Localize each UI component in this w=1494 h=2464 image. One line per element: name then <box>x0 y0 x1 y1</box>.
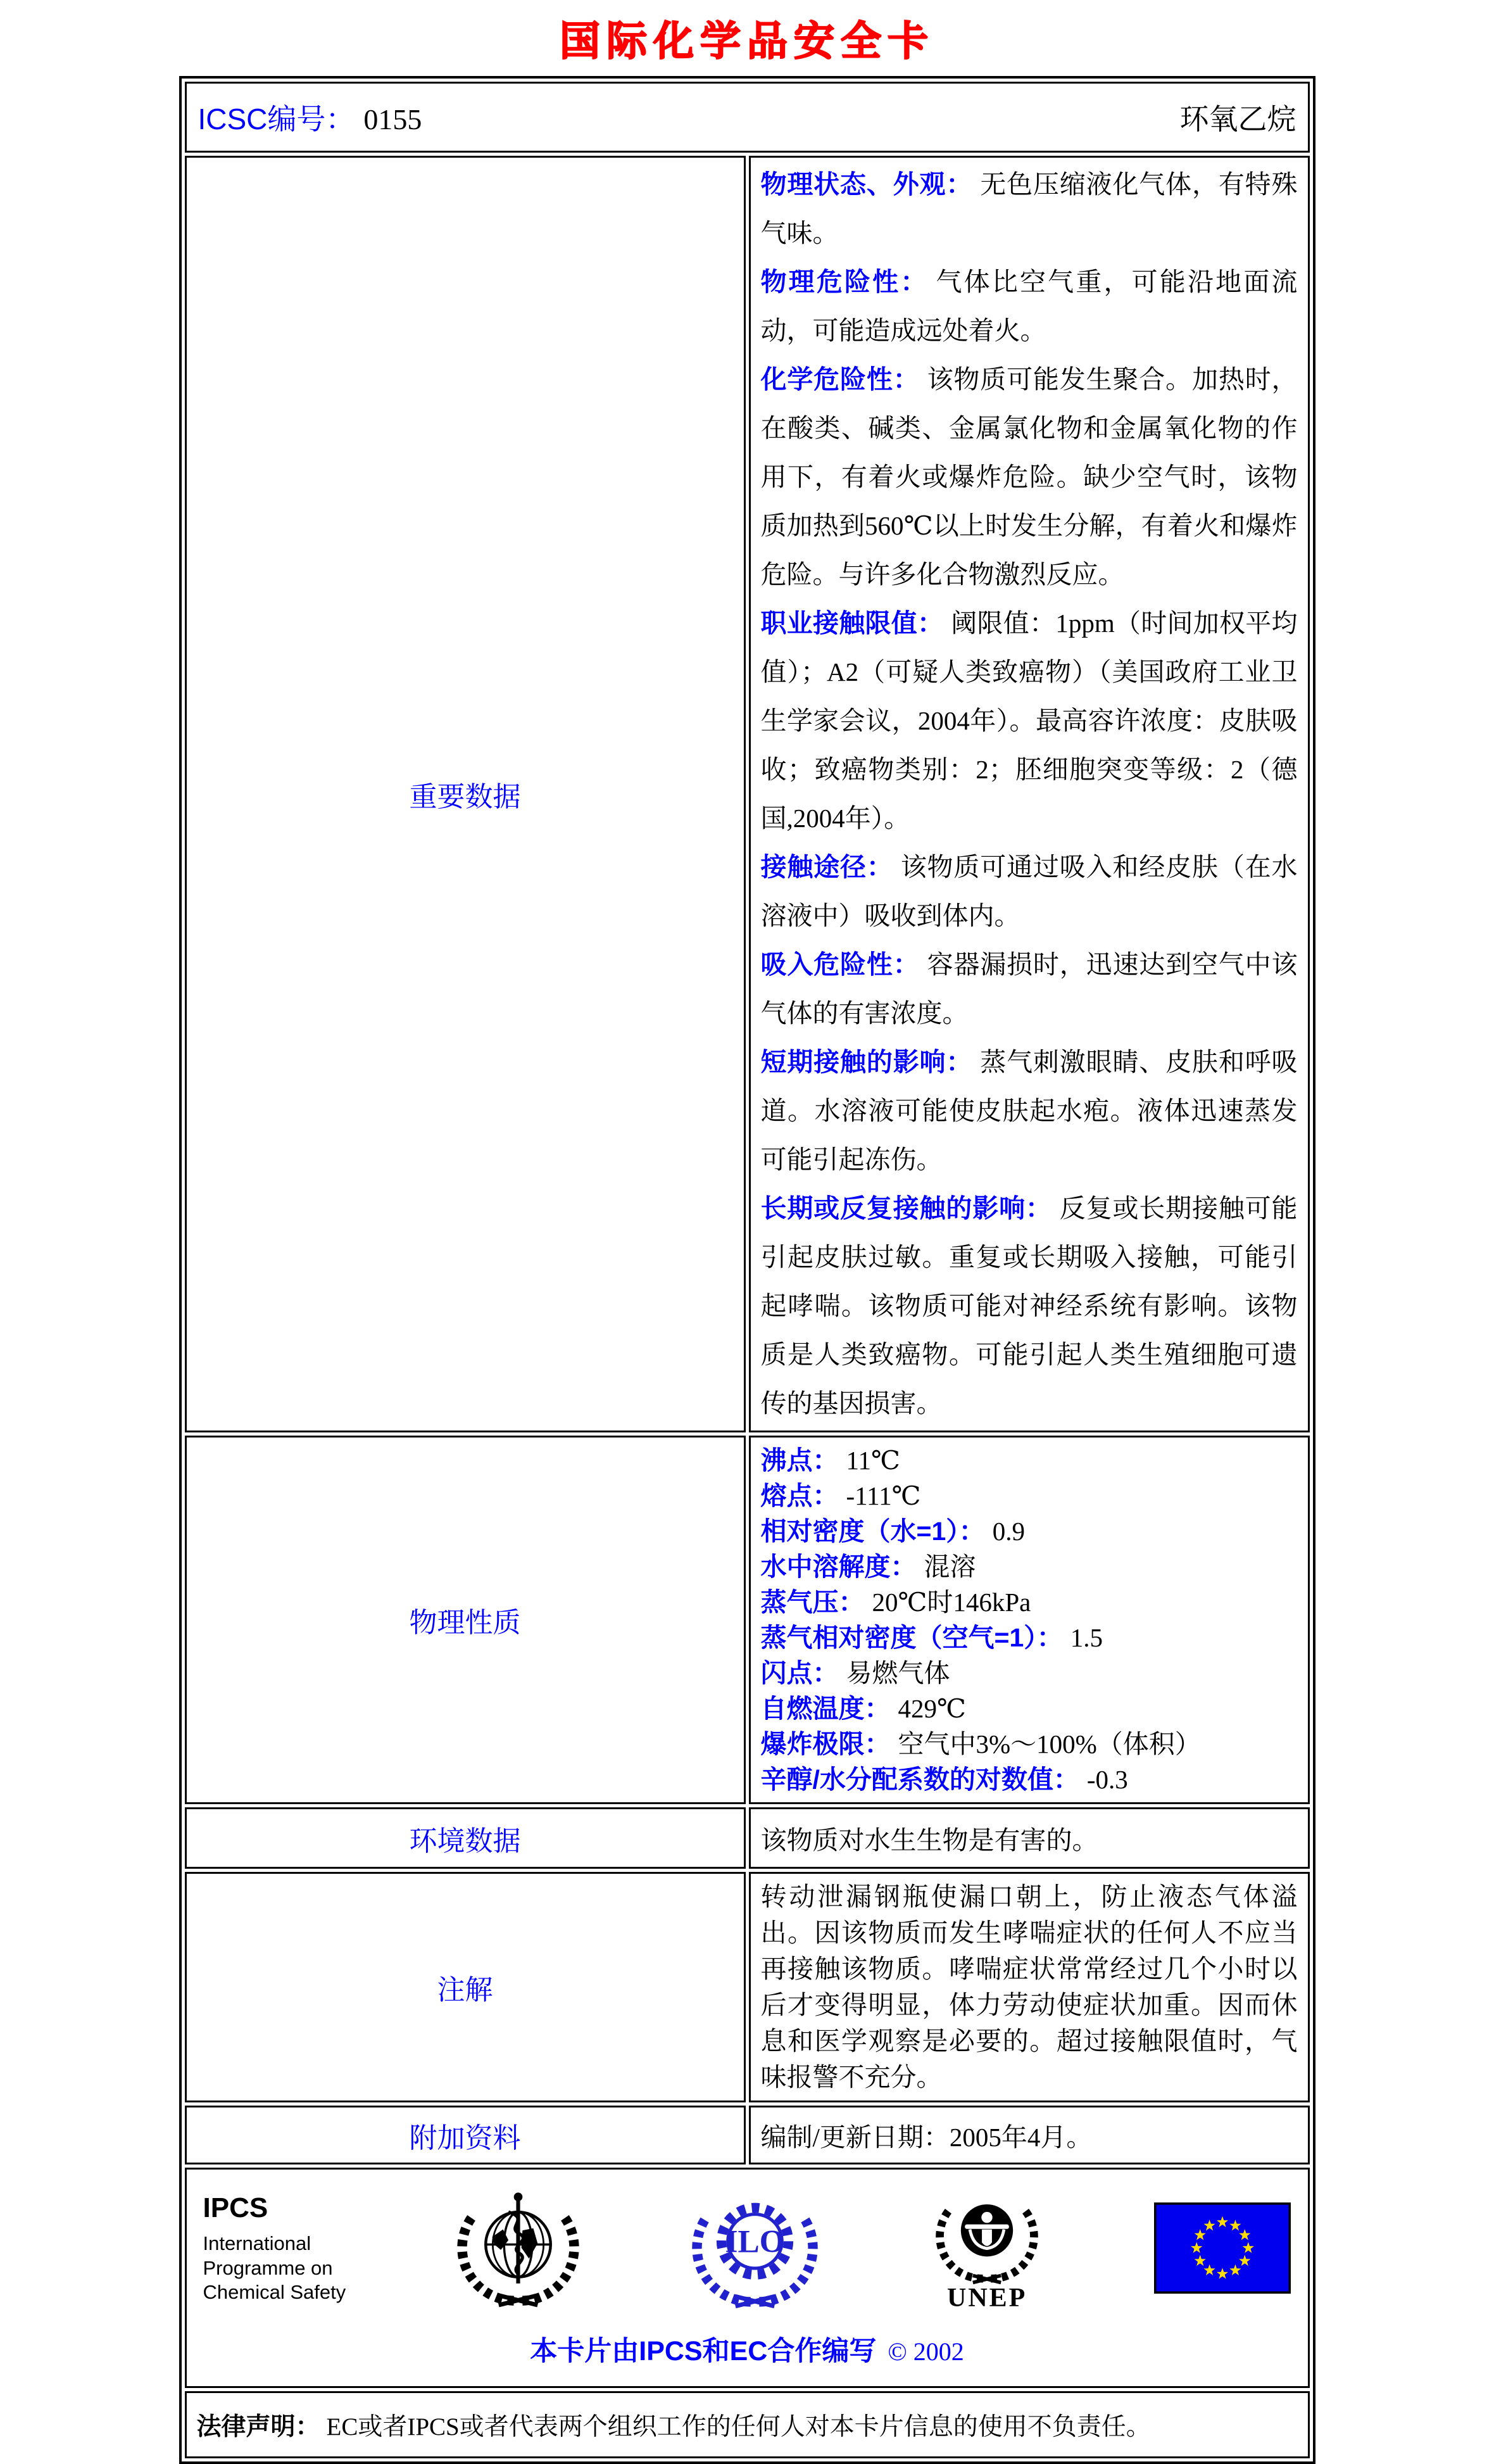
important-item: 化学危险性： 该物质可能发生聚合。加热时，在酸类、碱类、金属氯化物和金属氧化物的作用下，有着火或爆炸危险。缺少空气时，该物质加热到560℃以上时发生分解，有着火和爆炸危险。与许多化合物激烈反应。 <box>760 365 1298 589</box>
legal-body: EC或者IPCS或者代表两个组织工作的任何人对本卡片信息的使用不负责任。 <box>326 2413 1151 2441</box>
notes-row <box>185 1872 1310 2102</box>
important-data-content <box>749 156 1310 1432</box>
environment-row <box>185 1807 1310 1869</box>
physical-properties-content <box>749 1436 1310 1804</box>
additional-row <box>185 2106 1310 2164</box>
chemical-name: 环氧乙烷 <box>1179 103 1296 136</box>
property-line: 沸点： 11℃ <box>760 1446 900 1475</box>
unep-logo-icon <box>927 2182 1047 2313</box>
important-data-row <box>185 156 1310 1432</box>
legal-label: 法律声明： <box>196 2413 320 2441</box>
environment-label: 环境数据 <box>185 1807 746 1869</box>
logos-cell <box>185 2168 1310 2388</box>
property-line: 爆炸极限： 空气中3%～100%（体积） <box>760 1729 1201 1759</box>
additional-content: 编制/更新日期：2005年4月。 <box>749 2106 1310 2164</box>
credit-text: 本卡片由IPCS和EC合作编写 <box>530 2336 877 2366</box>
property-line: 水中溶解度： 混溶 <box>760 1552 976 1581</box>
important-item: 短期接触的影响： 蒸气刺激眼睛、皮肤和呼吸道。水溶液可能使皮肤起水疱。液体迅速蒸发可能引起冻伤。 <box>760 1047 1298 1174</box>
ipcs-title: IPCS <box>203 2192 268 2223</box>
important-item: 接触途径： 该物质可通过吸入和经皮肤（在水溶液中）吸收到体内。 <box>760 852 1298 930</box>
svg-text:ILO: ILO <box>725 2223 785 2260</box>
icsc-number-label: ICSC编号： <box>198 103 355 136</box>
property-line: 辛醇/水分配系数的对数值： -0.3 <box>760 1765 1128 1794</box>
property-line: 熔点： -111℃ <box>760 1481 921 1510</box>
page-title: 国际化学品安全卡 <box>560 18 934 64</box>
important-item: 职业接触限值： 阈限值：1ppm（时间加权平均值）；A2（可疑人类致癌物）（美国政府工业卫生学家会议，2004年）。最高容许浓度：皮肤吸收；致癌物类别：2；胚细胞突变等级：2（德国,2004年）。 <box>760 609 1298 833</box>
important-item: 吸入危险性： 容器漏损时，迅速达到空气中该气体的有害浓度。 <box>760 950 1298 1028</box>
important-item: 长期或反复接触的影响： 反复或长期接触可能引起皮肤过敏。重复或长期吸入接触，可能引起哮喘。该物质可能对神经系统有影响。该物质是人类致癌物。可能引起人类生殖细胞可遗传的基因损害。 <box>760 1194 1298 1418</box>
icsc-number-value: 0155 <box>363 103 422 136</box>
unep-label: UNEP <box>946 2284 1027 2313</box>
additional-label: 附加资料 <box>185 2106 746 2164</box>
notes-label: 注解 <box>185 1872 746 2102</box>
eu-flag-icon <box>1154 2202 1291 2294</box>
important-data-label: 重要数据 <box>185 156 746 1432</box>
legal-row <box>185 2391 1310 2458</box>
who-logo-icon <box>453 2183 583 2313</box>
property-line: 相对密度（水=1）： 0.9 <box>760 1517 1025 1546</box>
physical-properties-label: 物理性质 <box>185 1436 746 1804</box>
icsc-card-page <box>0 9 1494 2441</box>
copyright-text: © 2002 <box>888 2337 964 2366</box>
property-line: 蒸气相对密度（空气=1）： 1.5 <box>760 1623 1103 1652</box>
physical-properties-row <box>185 1436 1310 1804</box>
property-line: 蒸气压： 20℃时146kPa <box>760 1588 1031 1617</box>
icsc-table <box>179 76 1315 2464</box>
important-item: 物理危险性： 气体比空气重，可能沿地面流动，可能造成远处着火。 <box>760 267 1298 345</box>
ilo-logo-icon <box>690 2183 820 2313</box>
header-cell <box>185 82 1310 153</box>
ipcs-text-block: IPCS International Programme on Chemical Safety <box>203 2190 346 2305</box>
property-line: 自燃温度： 429℃ <box>760 1694 966 1723</box>
icsc-number-group <box>198 96 422 138</box>
important-item: 物理状态、外观： 无色压缩液化气体，有特殊气味。 <box>760 170 1298 248</box>
logos-row <box>185 2168 1310 2388</box>
notes-content: 转动泄漏钢瓶使漏口朝上，防止液态气体溢出。因该物质而发生哮喘症状的任何人不应当再接触该物质。哮喘症状常常经过几个小时以后才变得明显，体力劳动使症状加重。因而休息和医学观察是必要的。超过接触限值时，气味报警不充分。 <box>749 1872 1310 2102</box>
legal-cell <box>185 2391 1310 2458</box>
property-line: 闪点： 易燃气体 <box>760 1658 950 1688</box>
environment-content: 该物质对水生生物是有害的。 <box>749 1807 1310 1869</box>
credit-line <box>203 2330 1291 2368</box>
header-row <box>185 82 1310 153</box>
